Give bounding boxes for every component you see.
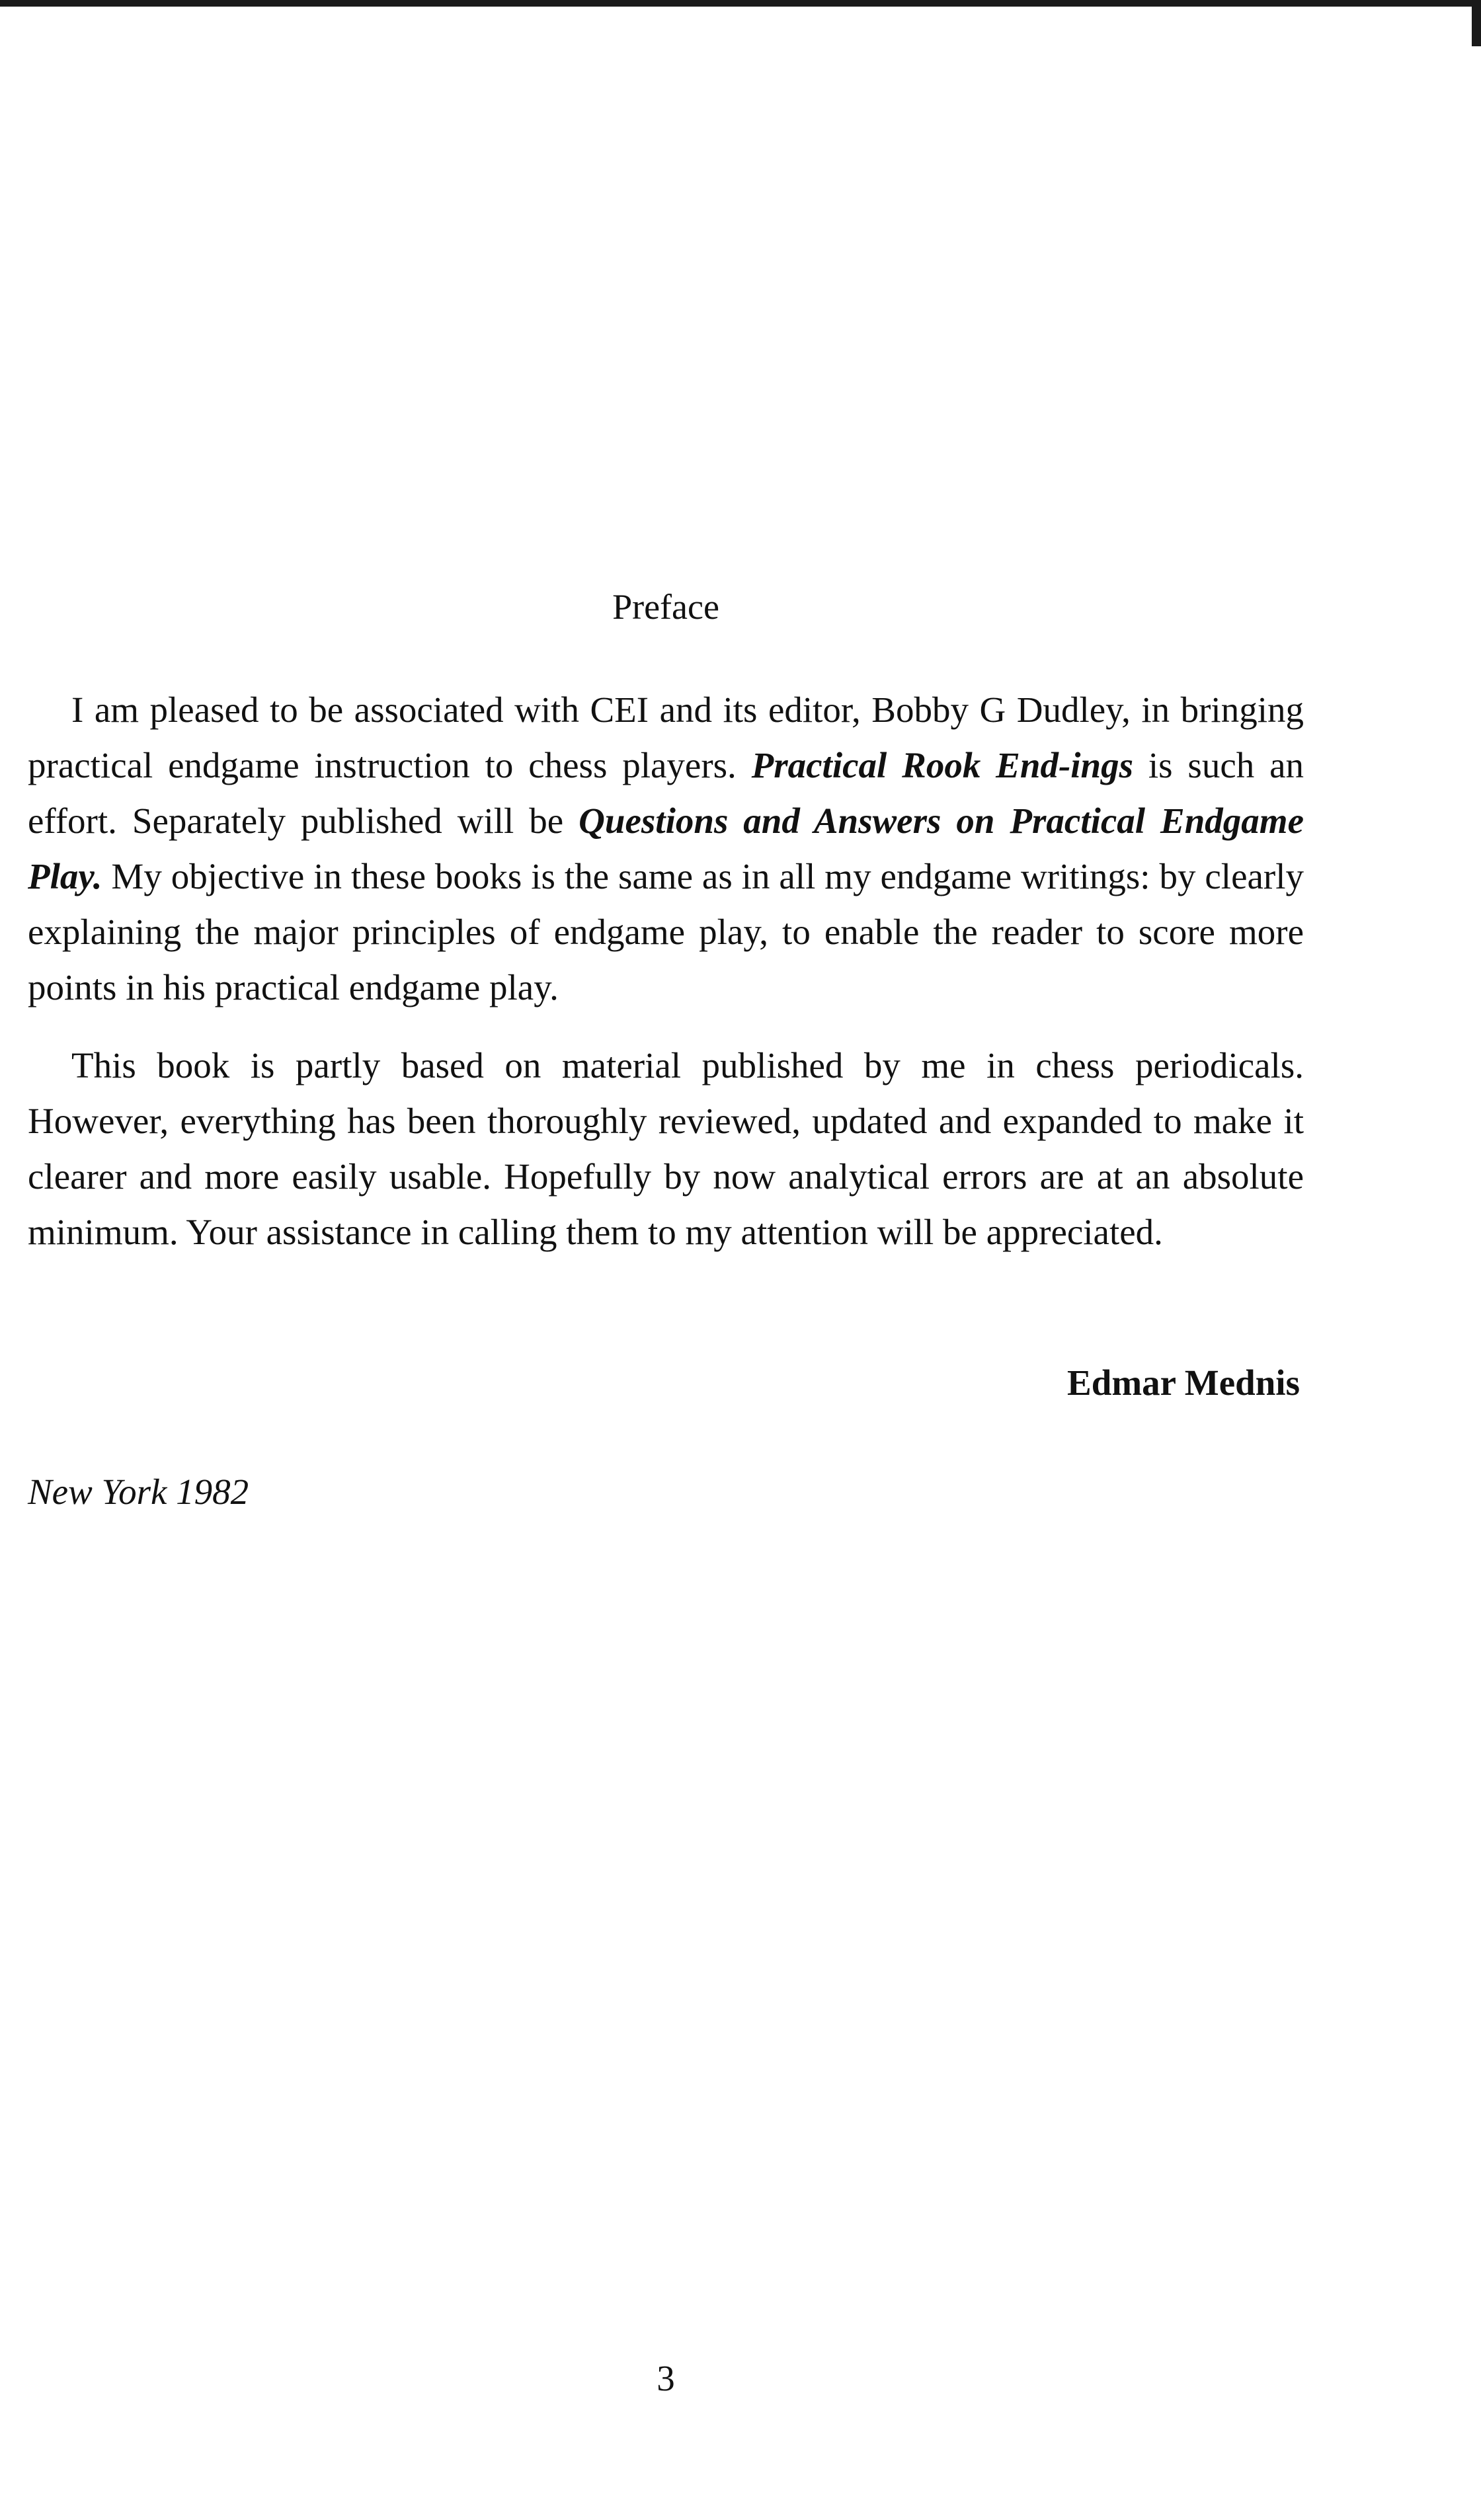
page-title: Preface [612, 587, 719, 627]
book-title-questions-and-answers: Questions and Answers on Practical Endgame Play. [28, 801, 1304, 896]
place-date: New York 1982 [28, 1472, 249, 1512]
paragraph-1-segment-5: My objective in these books is the same as in all my endgame writings: by clearly explaining the major principles of endgame play, to enable the reader to score more points in his practical endgame play. [28, 856, 1304, 1007]
paragraph-1-segment-3: is such an effort. Separately published will be [28, 745, 1304, 841]
paragraph-2-segment-1: This book is partly based on material published by me in chess periodicals. However, everything has been thoroughly reviewed, updated and expanded to make it clearer and more easily usable. Hopefully by now analytical errors are at an absolute minimum. Your assistance in calling them to my attention will be appreciated. [28, 1045, 1304, 1252]
page-content [28, 0, 1304, 2520]
preface-paragraph-1 [28, 682, 1304, 1015]
page-number: 3 [657, 2358, 675, 2398]
book-title-practical-rook-endings: Practical Rook End-ings [751, 745, 1134, 785]
corner-mark [1472, 0, 1481, 46]
paragraph-1-segment-1: I am pleased to be associated with CEI and its editor, Bobby G Dudley, in bringing practical endgame instruction to chess players. [28, 689, 1304, 785]
author-signature: Edmar Mednis [1067, 1362, 1300, 1403]
preface-paragraph-2 [28, 1038, 1304, 1260]
